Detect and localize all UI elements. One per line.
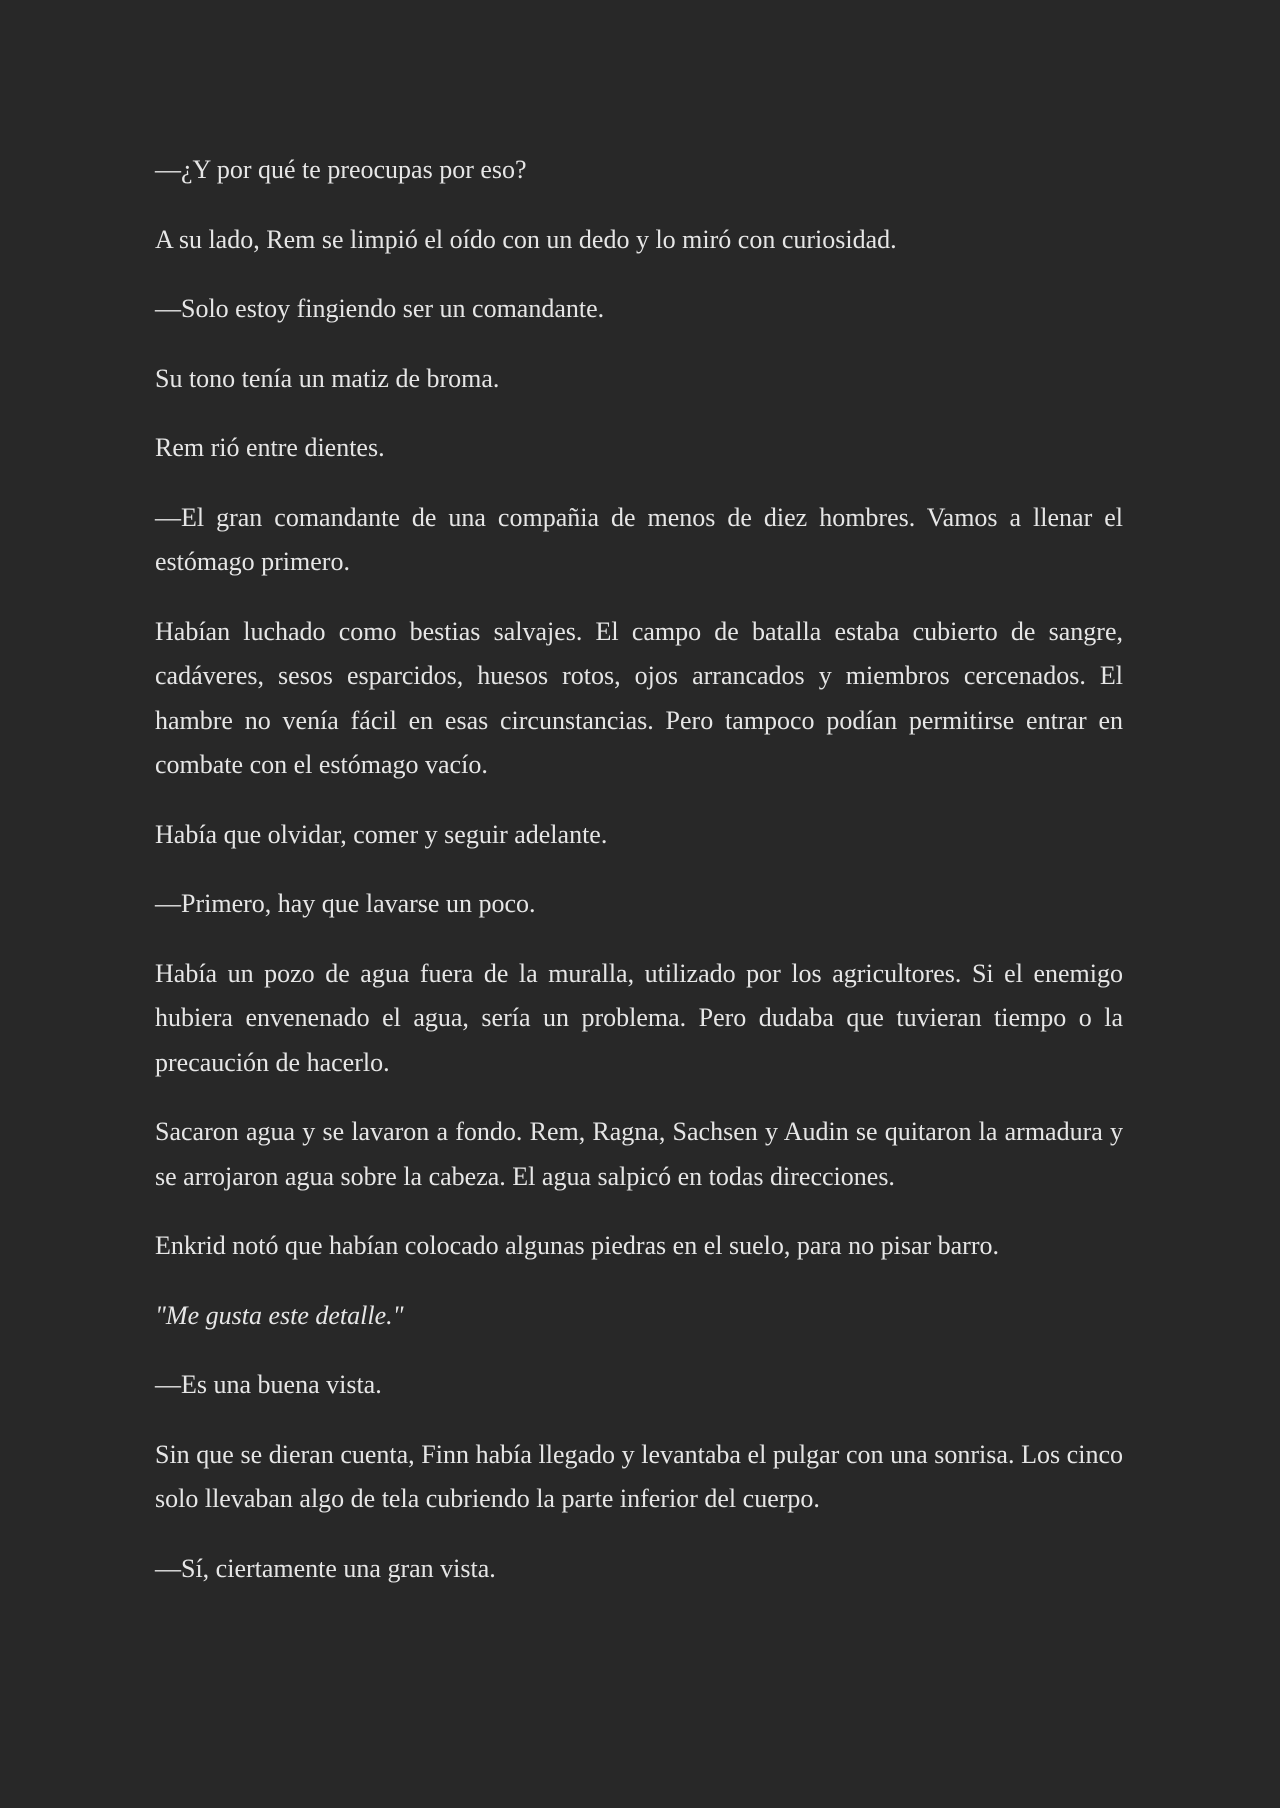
paragraph: Había un pozo de agua fuera de la muralla, utilizado por los agricultores. Si el enemigo hubiera envenenado el agua, sería un problema. Pero dudaba que tuvieran tiempo o la precaución de hacerlo. bbox=[155, 958, 1123, 1077]
paragraph-thought: "Me gusta este detalle." bbox=[155, 1300, 404, 1330]
paragraph: A su lado, Rem se limpió el oído con un dedo y lo miró con curiosidad. bbox=[155, 224, 897, 254]
paragraph: Rem rió entre dientes. bbox=[155, 433, 385, 462]
chapter-text bbox=[155, 148, 1123, 1616]
paragraph-dialogue: —Sí, ciertamente una gran vista. bbox=[155, 1553, 496, 1583]
paragraph: Enkrid notó que habían colocado algunas piedras en el suelo, para no pisar barro. bbox=[155, 1231, 999, 1260]
paragraph: Sin que se dieran cuenta, Finn había llegado y levantaba el pulgar con una sonrisa. Los cinco solo llevaban algo de tela cubriendo la parte inferior del cuerpo. bbox=[155, 1439, 1123, 1513]
paragraph: Sacaron agua y se lavaron a fondo. Rem, Ragna, Sachsen y Audin se quitaron la armadura y se arrojaron agua sobre la cabeza. El agua salpicó en todas direcciones. bbox=[155, 1117, 1123, 1191]
paragraph-dialogue: —Es una buena vista. bbox=[155, 1370, 382, 1399]
paragraph-dialogue: —El gran comandante de una compañia de menos de diez hombres. Vamos a llenar el estómago primero. bbox=[155, 502, 1123, 576]
paragraph: Habían luchado como bestias salvajes. El campo de batalla estaba cubierto de sangre, cadáveres, sesos esparcidos, huesos rotos, ojos arrancados y miembros cercenados. El hambre no venía fácil en esas circunstancias. Pero tampoco podían permitirse entrar en combate con el estómago vacío. bbox=[155, 616, 1123, 779]
paragraph: Su tono tenía un matiz de broma. bbox=[155, 363, 500, 393]
paragraph-dialogue: —Solo estoy fingiendo ser un comandante. bbox=[155, 294, 605, 323]
paragraph-dialogue: —¿Y por qué te preocupas por eso? bbox=[155, 155, 527, 184]
paragraph-dialogue: —Primero, hay que lavarse un poco. bbox=[155, 889, 536, 918]
paragraph: Había que olvidar, comer y seguir adelante. bbox=[155, 819, 608, 849]
